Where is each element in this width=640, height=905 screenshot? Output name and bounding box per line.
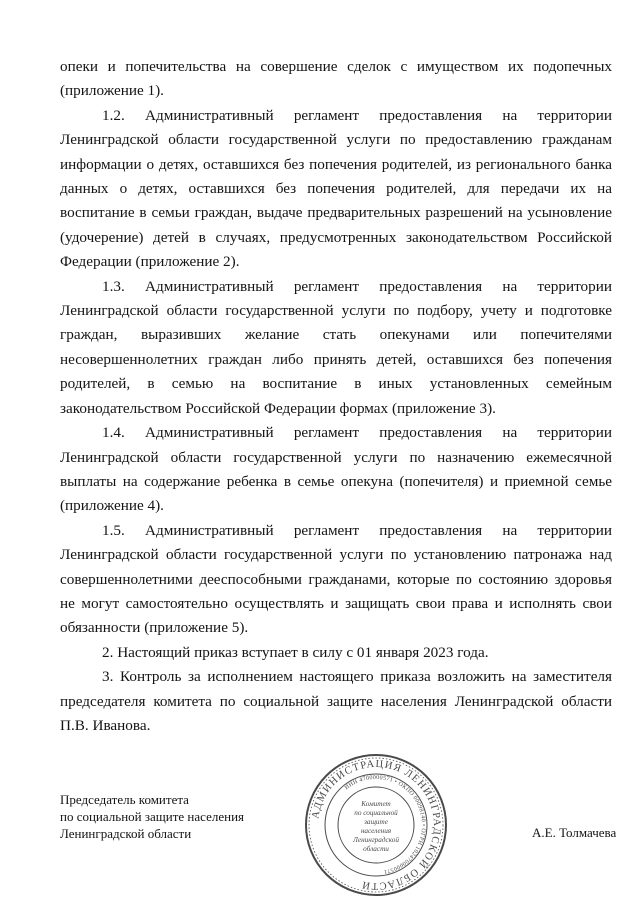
signer-name: А.Е. Толмачева (532, 825, 617, 840)
signatory-position-line: по социальной защите населения (60, 809, 245, 824)
paragraph-1-5: 1.5. Административный регламент предоставления на территории Ленинградской области государственной услуги по установлению патронажа над совершеннолетними дееспособными гражданами, которые по состоянию здоровья не могут самостоятельно осуществлять и защищать свои права и исполнять свои обязанности (приложение 5). (60, 521, 612, 637)
paragraph-1-4: 1.4. Административный регламент предоставления на территории Ленинградской области государственной услуги по назначению ежемесячной выплаты на содержание ребенка в семье опекуна (попечителя) и приемной семье (приложение 4). (60, 424, 612, 515)
svg-text:защите: защите (364, 818, 388, 826)
paragraph-1-3: 1.3. Административный регламент предоставления на территории Ленинградской области государственной услуги по подбору, учету и подготовке граждан, выразивших желание стать опекунами или попечителями несовершеннолетних граждан либо принять детей, оставшихся без попечения родителей, в семью на воспитание в иных установленных семейным законодательством Российской Федерации формах (приложение 3). (60, 277, 612, 417)
paragraph-1-2: 1.2. Административный регламент предоставления на территории Ленинградской области государственной услуги по предоставлению гражданам информации о детях, оставшихся без попечения родителей, из регионального банка данных о детях, оставшихся без попечения родителей, для передачи их на воспитание в семьи граждан, выдаче предварительных разрешений на усыновление (удочерение) детей в случаях, предусмотренных законодательством Российской Федерации (приложение 2). (60, 106, 612, 271)
seal-center-text (352, 800, 399, 853)
svg-text:Комитет: Комитет (361, 800, 391, 808)
signatory-position-line: Председатель комитета (60, 792, 189, 807)
svg-text:населения: населения (360, 827, 392, 835)
seal-codes-text: ИНН 4700000571 • ОКПО 00098140 • ОГРН 1024700000571 (343, 774, 427, 875)
official-seal (300, 749, 452, 901)
signatory-position-line: Ленинградской области (60, 826, 192, 841)
paragraph-3: 3. Контроль за исполнением настоящего приказа возложить на заместителя председателя комитета по социальной защите населения Ленинградской области П.В. Иванова. (60, 668, 612, 734)
svg-text:области: области (363, 845, 389, 853)
seal-outer-text: АДМИНИСТРАЦИЯ ЛЕНИНГРАДСКОЙ ОБЛАСТИ (310, 758, 443, 892)
paragraph-2: 2. Настоящий приказ вступает в силу с 01 января 2023 года. (102, 643, 489, 661)
svg-text:Ленинградской: Ленинградской (353, 836, 399, 844)
signatory-position (60, 791, 244, 842)
document-body (60, 55, 612, 738)
paragraph-continuation: опеки и попечительства на совершение сделок с имуществом их подопечных (приложение 1). (60, 58, 612, 100)
svg-text:по социальной: по социальной (354, 809, 398, 817)
